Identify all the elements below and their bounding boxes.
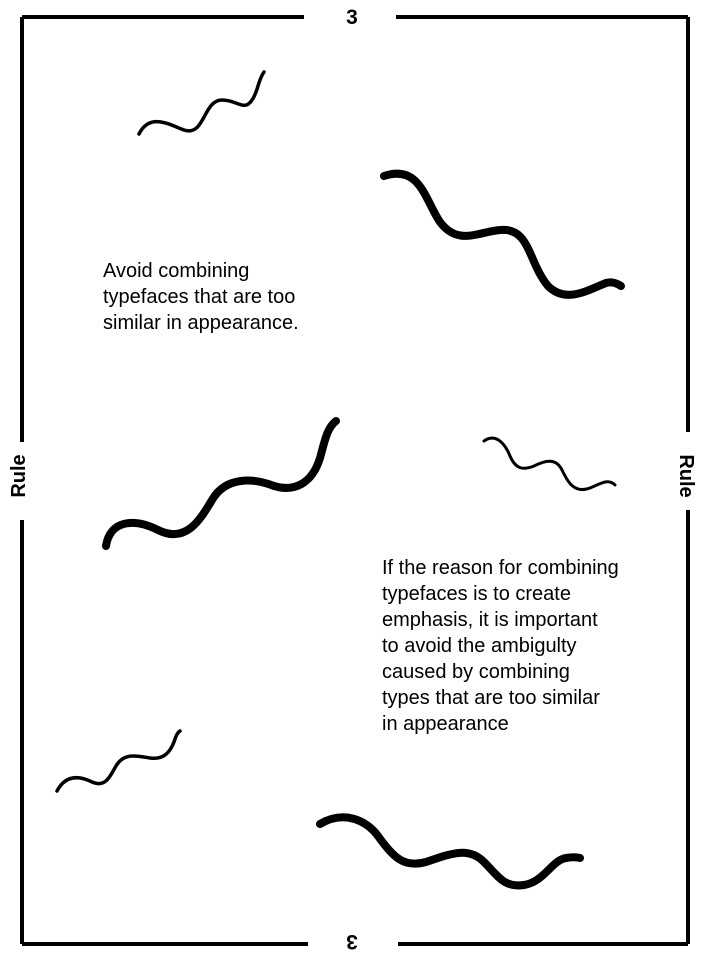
card-number-bottom: 3 bbox=[346, 930, 358, 953]
side-label-right: Rule bbox=[675, 454, 697, 498]
rule-text-primary: Avoid combining typefaces that are too similar in appearance. bbox=[103, 260, 299, 334]
thick-squiggle-icon bbox=[384, 174, 621, 295]
thick-squiggle-icon bbox=[320, 817, 580, 885]
rule-text-secondary: If the reason for combining typefaces is to create emphasis, it is important to avoid the ambigulty caused by combining types that are too similar in appearance bbox=[382, 557, 619, 735]
thin-squiggle-icon bbox=[57, 731, 180, 791]
card-number-top: 3 bbox=[346, 6, 358, 29]
thin-squiggle-icon bbox=[139, 72, 264, 134]
thick-squiggle-icon bbox=[106, 421, 336, 546]
thin-squiggle-icon bbox=[484, 438, 615, 489]
side-label-left: Rule bbox=[8, 454, 30, 498]
